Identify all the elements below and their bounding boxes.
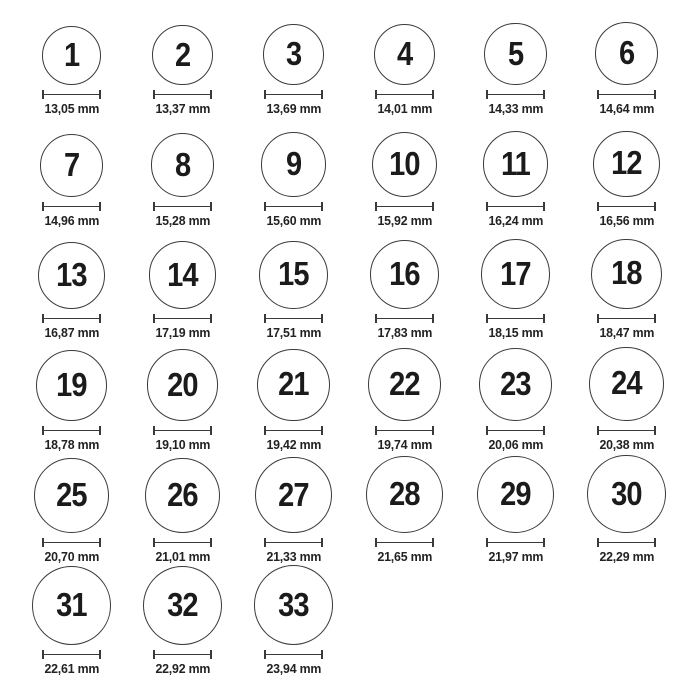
diameter-measure-line: [375, 314, 434, 323]
diameter-measure-line: [375, 202, 434, 211]
ring-cell: [460, 452, 571, 564]
ring-circle: [32, 566, 111, 645]
measure-bar: [155, 318, 210, 320]
ring-circle-wrap: [32, 564, 111, 645]
ring-number: 4: [396, 34, 413, 72]
ring-circle: [483, 131, 549, 197]
measure-bar: [377, 318, 432, 320]
ring-diameter-label: 13,69 mm: [266, 101, 321, 116]
ring-diameter-label: 16,87 mm: [44, 325, 99, 340]
ring-circle-wrap: [151, 116, 215, 197]
measure-bar: [155, 542, 210, 544]
ring-circle-wrap: [261, 116, 326, 197]
measure-bar: [599, 318, 654, 320]
ring-circle-wrap: [147, 340, 219, 421]
diameter-measure-line: [153, 538, 212, 547]
ring-circle-wrap: [372, 116, 437, 197]
ring-cell: [238, 564, 349, 676]
ring-circle: [36, 350, 107, 421]
ring-diameter-label: 21,65 mm: [377, 549, 432, 564]
ring-cell: [460, 228, 571, 340]
diameter-measure-line: [153, 90, 212, 99]
ring-circle-wrap: [254, 564, 334, 645]
ring-diameter-label: 20,06 mm: [488, 437, 543, 452]
diameter-measure-line: [42, 650, 101, 659]
ring-number: 25: [56, 476, 87, 514]
ring-diameter-label: 14,01 mm: [377, 101, 432, 116]
ring-cell: [127, 452, 238, 564]
ring-number: 27: [278, 475, 309, 513]
ring-cell: [571, 116, 682, 228]
ring-number: 32: [167, 585, 198, 623]
measure-bar: [44, 94, 99, 96]
ring-circle: [374, 24, 435, 85]
diameter-measure-line: [264, 202, 323, 211]
measure-bar: [44, 430, 99, 432]
ring-diameter-label: 13,05 mm: [44, 101, 99, 116]
measure-bar: [44, 542, 99, 544]
diameter-measure-line: [375, 538, 434, 547]
ring-diameter-label: 17,83 mm: [377, 325, 432, 340]
measure-bar: [599, 542, 654, 544]
ring-cell: [127, 228, 238, 340]
ring-cell: [238, 340, 349, 452]
ring-number: 30: [611, 474, 642, 512]
ring-circle-wrap: [477, 452, 554, 533]
ring-cell: [349, 228, 460, 340]
ring-circle: [143, 566, 222, 645]
ring-circle-wrap: [370, 228, 439, 309]
ring-number: 3: [285, 35, 302, 73]
ring-circle-wrap: [595, 4, 658, 85]
ring-cell: [16, 116, 127, 228]
diameter-measure-line: [486, 202, 545, 211]
ring-cell: [16, 228, 127, 340]
measure-bar: [266, 94, 321, 96]
ring-number: 7: [63, 145, 80, 183]
ring-cell: [460, 340, 571, 452]
diameter-measure-line: [375, 426, 434, 435]
ring-circle: [255, 457, 331, 533]
ring-number: 10: [389, 144, 420, 182]
diameter-measure-line: [486, 314, 545, 323]
diameter-measure-line: [153, 426, 212, 435]
ring-circle-wrap: [145, 452, 221, 533]
ring-circle: [484, 23, 546, 85]
ring-circle-wrap: [149, 228, 217, 309]
ring-circle-wrap: [36, 340, 107, 421]
measure-bar: [155, 206, 210, 208]
diameter-measure-line: [597, 202, 656, 211]
ring-circle: [595, 22, 658, 85]
measure-bar: [599, 206, 654, 208]
diameter-measure-line: [264, 650, 323, 659]
ring-cell: [571, 452, 682, 564]
ring-number: 17: [500, 254, 531, 292]
ring-diameter-label: 14,33 mm: [488, 101, 543, 116]
diameter-measure-line: [597, 538, 656, 547]
ring-circle: [477, 456, 554, 533]
measure-bar: [599, 94, 654, 96]
ring-diameter-label: 17,19 mm: [155, 325, 210, 340]
ring-circle: [254, 565, 334, 645]
ring-diameter-label: 14,64 mm: [599, 101, 654, 116]
ring-number: 14: [167, 255, 198, 293]
ring-number: 21: [278, 365, 309, 403]
ring-number: 22: [389, 365, 420, 403]
ring-circle: [152, 25, 212, 85]
measure-bar: [488, 542, 543, 544]
ring-circle: [370, 240, 439, 309]
measure-bar: [488, 430, 543, 432]
ring-diameter-label: 18,15 mm: [488, 325, 543, 340]
diameter-measure-line: [486, 90, 545, 99]
ring-cell: [238, 4, 349, 116]
diameter-measure-line: [153, 314, 212, 323]
ring-cell: [16, 4, 127, 116]
measure-bar: [155, 430, 210, 432]
ring-number: 8: [174, 145, 191, 183]
diameter-measure-line: [597, 426, 656, 435]
ring-circle: [591, 239, 661, 309]
ring-circle-wrap: [483, 116, 549, 197]
measure-bar: [44, 206, 99, 208]
ring-circle: [34, 458, 109, 533]
ring-number: 19: [56, 366, 87, 404]
ring-cell: [16, 564, 127, 676]
ring-cell: [460, 4, 571, 116]
ring-diameter-label: 21,01 mm: [155, 549, 210, 564]
ring-cell: [127, 340, 238, 452]
ring-circle-wrap: [152, 4, 212, 85]
ring-number: 23: [500, 364, 531, 402]
ring-circle: [368, 348, 441, 421]
ring-diameter-label: 18,78 mm: [44, 437, 99, 452]
ring-circle-wrap: [143, 564, 222, 645]
ring-diameter-label: 16,24 mm: [488, 213, 543, 228]
ring-circle-wrap: [40, 116, 103, 197]
measure-bar: [266, 318, 321, 320]
measure-bar: [488, 206, 543, 208]
ring-number: 28: [389, 475, 420, 513]
diameter-measure-line: [597, 314, 656, 323]
measure-bar: [155, 94, 210, 96]
ring-circle: [479, 348, 553, 422]
diameter-measure-line: [597, 90, 656, 99]
ring-circle: [589, 347, 663, 421]
ring-diameter-label: 15,92 mm: [377, 213, 432, 228]
measure-bar: [44, 654, 99, 656]
ring-cell: [349, 4, 460, 116]
diameter-measure-line: [153, 650, 212, 659]
ring-circle-wrap: [481, 228, 551, 309]
ring-number: 5: [507, 34, 524, 72]
ring-circle-wrap: [479, 340, 553, 421]
ring-number: 18: [611, 254, 642, 292]
ring-circle: [38, 242, 105, 309]
ring-cell: [127, 116, 238, 228]
ring-diameter-label: 15,28 mm: [155, 213, 210, 228]
ring-cell: [238, 116, 349, 228]
measure-bar: [266, 206, 321, 208]
diameter-measure-line: [375, 90, 434, 99]
diameter-measure-line: [264, 538, 323, 547]
ring-diameter-label: 21,97 mm: [488, 549, 543, 564]
ring-diameter-label: 21,33 mm: [266, 549, 321, 564]
ring-cell: [571, 4, 682, 116]
ring-circle-wrap: [255, 452, 331, 533]
ring-circle-wrap: [34, 452, 109, 533]
ring-diameter-label: 20,38 mm: [599, 437, 654, 452]
ring-cell: [460, 116, 571, 228]
measure-bar: [377, 206, 432, 208]
ring-number: 31: [56, 586, 87, 624]
diameter-measure-line: [42, 538, 101, 547]
diameter-measure-line: [486, 426, 545, 435]
diameter-measure-line: [42, 90, 101, 99]
ring-diameter-label: 19,10 mm: [155, 437, 210, 452]
ring-diameter-label: 18,47 mm: [599, 325, 654, 340]
ring-circle: [145, 458, 221, 534]
ring-cell: [349, 116, 460, 228]
ring-circle-wrap: [263, 4, 324, 85]
ring-number: 20: [167, 365, 198, 403]
diameter-measure-line: [264, 314, 323, 323]
ring-diameter-label: 23,94 mm: [266, 661, 321, 676]
ring-circle-wrap: [591, 228, 661, 309]
diameter-measure-line: [42, 314, 101, 323]
ring-circle: [40, 134, 103, 197]
ring-number: 1: [63, 35, 80, 73]
ring-number: 2: [174, 35, 191, 73]
ring-circle-wrap: [484, 4, 546, 85]
ring-cell: [238, 452, 349, 564]
ring-cell: [127, 4, 238, 116]
ring-circle-wrap: [593, 116, 660, 197]
ring-diameter-label: 19,42 mm: [266, 437, 321, 452]
measure-bar: [599, 430, 654, 432]
measure-bar: [377, 542, 432, 544]
ring-cell: [238, 228, 349, 340]
ring-cell: [16, 452, 127, 564]
ring-number: 6: [618, 34, 635, 72]
measure-bar: [488, 318, 543, 320]
ring-number: 26: [167, 475, 198, 513]
ring-circle-wrap: [259, 228, 327, 309]
ring-circle: [151, 133, 215, 197]
measure-bar: [155, 654, 210, 656]
diameter-measure-line: [264, 426, 323, 435]
measure-bar: [266, 430, 321, 432]
ring-number: 24: [611, 364, 642, 402]
ring-diameter-label: 13,37 mm: [155, 101, 210, 116]
ring-number: 13: [56, 256, 87, 293]
ring-diameter-label: 22,61 mm: [44, 661, 99, 676]
ring-circle-wrap: [38, 228, 105, 309]
ring-diameter-label: 22,29 mm: [599, 549, 654, 564]
ring-circle-wrap: [587, 452, 665, 533]
ring-circle-wrap: [366, 452, 443, 533]
ring-diameter-label: 16,56 mm: [599, 213, 654, 228]
ring-cell: [571, 228, 682, 340]
measure-bar: [488, 94, 543, 96]
ring-circle-wrap: [374, 4, 435, 85]
ring-diameter-label: 17,51 mm: [266, 325, 321, 340]
ring-number: 29: [500, 474, 531, 512]
diameter-measure-line: [42, 426, 101, 435]
measure-bar: [44, 318, 99, 320]
ring-circle: [263, 24, 324, 85]
ring-circle: [261, 132, 326, 197]
ring-circle: [372, 132, 437, 197]
ring-circle: [147, 349, 219, 421]
ring-circle: [366, 456, 443, 533]
ring-cell: [349, 340, 460, 452]
ring-diameter-label: 20,70 mm: [44, 549, 99, 564]
diameter-measure-line: [264, 90, 323, 99]
ring-number: 12: [611, 144, 642, 182]
diameter-measure-line: [486, 538, 545, 547]
ring-circle: [587, 455, 665, 533]
ring-number: 15: [278, 255, 309, 293]
ring-circle: [259, 241, 327, 309]
ring-circle: [257, 349, 329, 421]
diameter-measure-line: [42, 202, 101, 211]
ring-circle-wrap: [368, 340, 441, 421]
ring-cell: [16, 340, 127, 452]
measure-bar: [266, 654, 321, 656]
ring-diameter-label: 22,92 mm: [155, 661, 210, 676]
ring-circle-wrap: [257, 340, 329, 421]
ring-diameter-label: 19,74 mm: [377, 437, 432, 452]
ring-cell: [349, 452, 460, 564]
ring-number: 9: [285, 145, 302, 183]
ring-circle: [593, 131, 660, 198]
ring-circle: [481, 239, 551, 309]
measure-bar: [377, 430, 432, 432]
ring-circle: [42, 26, 102, 86]
ring-circle: [149, 241, 217, 309]
ring-number: 11: [501, 144, 530, 182]
diameter-measure-line: [153, 202, 212, 211]
ring-cell: [571, 340, 682, 452]
ring-circle-wrap: [42, 4, 102, 85]
measure-bar: [266, 542, 321, 544]
ring-diameter-label: 14,96 mm: [44, 213, 99, 228]
ring-diameter-label: 15,60 mm: [266, 213, 321, 228]
measure-bar: [377, 94, 432, 96]
ring-number: 16: [389, 255, 420, 293]
ring-cell: [127, 564, 238, 676]
ring-circle-wrap: [589, 340, 663, 421]
ring-number: 33: [278, 585, 309, 623]
